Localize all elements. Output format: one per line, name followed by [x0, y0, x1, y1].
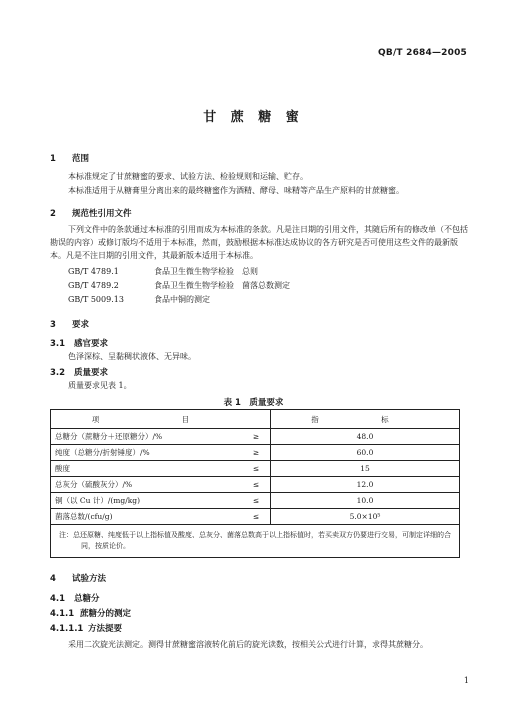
column-header-value: 指 标: [271, 410, 460, 429]
section-title: 总糖分: [74, 594, 100, 604]
row-item: 菌落总数/(cfu/g): [51, 509, 243, 525]
section-4-1-1-heading: [50, 607, 131, 619]
row-value: 10.0: [271, 493, 460, 509]
section-number: 3.2: [50, 368, 66, 378]
row-item: 铜（以 Cu 计）/(mg/kg): [51, 493, 243, 509]
row-operator: ≤: [242, 477, 271, 493]
section-4-1-heading: [50, 592, 100, 604]
row-item: 总灰分（硫酸灰分）/%: [51, 477, 243, 493]
row-operator: ≥: [242, 429, 271, 445]
section-4-1-1-1-heading: [50, 622, 122, 634]
row-value: 12.0: [271, 477, 460, 493]
section-title: 蔗糖分的测定: [80, 609, 132, 619]
table-row: [51, 477, 460, 493]
reference-name: 食品卫生微生物学检验 总则: [154, 267, 258, 276]
table-row: [51, 493, 460, 509]
table-note: 注：总还原糖、纯度低于以上指标值及酸度、总灰分、菌落总数高于以上指标值时，若买卖双方仍要进行交易，可制定详细的合同，按质论价。: [51, 525, 460, 558]
row-item: 总糖分（蔗糖分＋还原糖分）/%: [51, 429, 243, 445]
table-row: [51, 461, 460, 477]
section-number: 4: [50, 574, 56, 584]
section-title: 质量要求: [74, 368, 109, 378]
section-title: 试验方法: [72, 574, 107, 584]
reference-code: GB/T 5009.13: [68, 295, 124, 304]
row-item: 酸度: [51, 461, 243, 477]
row-value: 60.0: [271, 445, 460, 461]
method-summary-paragraph: 采用二次旋光法测定。测得甘蔗糖蜜溶液转化前后的旋光读数，按相关公式进行计算，求得其蔗糖分。: [68, 640, 428, 649]
reference-code: GB/T 4789.2: [68, 281, 119, 290]
page-number: 1: [463, 676, 469, 685]
column-header-item: 项 目: [51, 410, 271, 429]
scope-paragraph-1: 本标准规定了甘蔗糖蜜的要求、试验方法、检验规则和运输、贮存。: [68, 172, 308, 181]
section-title: 范围: [72, 154, 90, 164]
table-note-row: [51, 525, 460, 558]
row-operator: ≤: [242, 493, 271, 509]
section-number: 4.1: [50, 594, 66, 604]
section-number: 4.1.1: [50, 609, 75, 619]
row-operator: ≤: [242, 461, 271, 477]
reference-name: 食品卫生微生物学检验 菌落总数测定: [154, 281, 290, 290]
section-3-2-heading: [50, 366, 108, 378]
row-value: 15: [271, 461, 460, 477]
section-2-heading: [50, 207, 132, 219]
row-item: 纯度（总糖分/折射锤度）/%: [51, 445, 243, 461]
sensory-requirement-text: 色泽深棕、呈黏稠状液体、无异味。: [68, 352, 196, 361]
section-title: 要求: [72, 320, 90, 330]
table-row: [51, 429, 460, 445]
reference-item: [68, 294, 210, 305]
row-operator: ≤: [242, 509, 271, 525]
quality-requirement-text: 质量要求见表 1。: [68, 381, 132, 390]
table-header-row: [51, 410, 460, 429]
section-4-heading: [50, 572, 106, 584]
section-1-heading: [50, 152, 89, 164]
row-value: 5.0×10⁵: [271, 509, 460, 525]
section-title: 感官要求: [74, 339, 109, 349]
section-number: 2: [50, 209, 56, 219]
section-title: 方法提要: [88, 624, 123, 634]
row-operator: ≥: [242, 445, 271, 461]
document-title: 甘 蔗 糖 蜜: [203, 110, 304, 125]
section-number: 3: [50, 320, 56, 330]
reference-code: GB/T 4789.1: [68, 267, 119, 276]
section-number: 3.1: [50, 339, 66, 349]
quality-requirements-table: [50, 409, 460, 558]
table-row: [51, 509, 460, 525]
section-number: 1: [50, 154, 56, 164]
reference-item: [68, 266, 258, 277]
scope-paragraph-2: 本标准适用于从糖膏里分离出来的最终糖蜜作为酒精、酵母、味精等产品生产原料的甘蔗糖蜜。: [68, 186, 404, 195]
table-row: [51, 445, 460, 461]
standard-number: QB/T 2684—2005: [378, 48, 467, 58]
section-3-heading: [50, 318, 89, 330]
row-value: 48.0: [271, 429, 460, 445]
reference-item: [68, 280, 290, 291]
table-caption: 表 1 质量要求: [223, 398, 284, 408]
reference-name: 食品中铜的测定: [154, 295, 210, 304]
normative-references-paragraph: 下列文件中的条款通过本标准的引用而成为本标准的条款。凡是注日期的引用文件，其随后所有的修改单（不包括勘误的内容）或修订版均不适用于本标准，然而，鼓励根据本标准达成协议的各方研究是否可使用这些文件的最新版本。凡是不注日期的引用文件，其最新版本适用于本标准。: [50, 225, 468, 260]
section-number: 4.1.1.1: [50, 624, 84, 634]
section-title: 规范性引用文件: [72, 209, 132, 219]
section-3-1-heading: [50, 337, 108, 349]
